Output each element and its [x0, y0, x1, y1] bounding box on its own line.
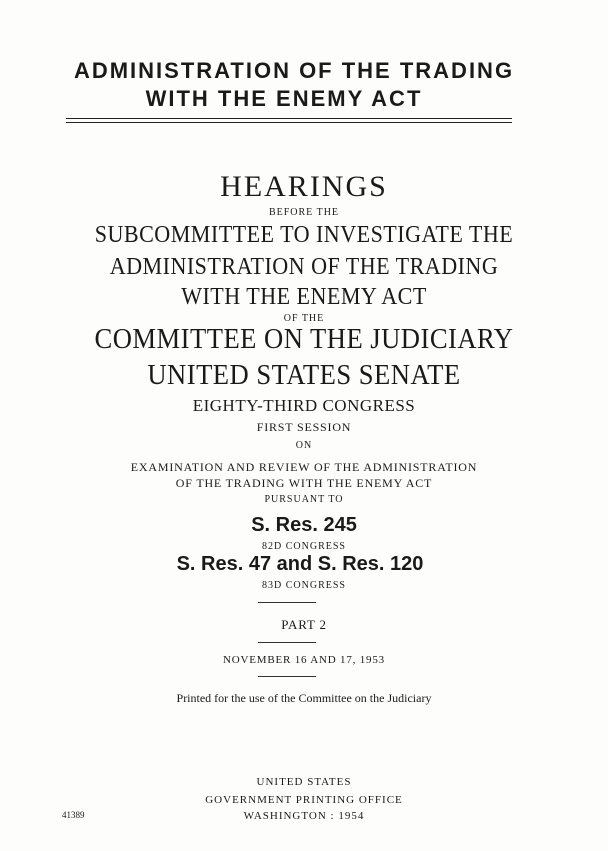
part-label: PART 2	[281, 617, 327, 632]
subcommittee-line-1: SUBCOMMITTEE TO INVESTIGATE THE	[94, 222, 514, 248]
resolution-47-120-congress: 83D CONGRESS	[262, 580, 346, 591]
job-number: 41389	[62, 810, 85, 820]
subcommittee-line-2: ADMINISTRATION OF THE TRADING	[109, 254, 499, 280]
senate-name: UNITED STATES SENATE	[147, 360, 461, 391]
pursuant-to-label: PURSUANT TO	[264, 494, 344, 505]
congress-label: EIGHTY-THIRD CONGRESS	[192, 396, 416, 415]
dates-rule	[258, 676, 316, 677]
session-label: FIRST SESSION	[256, 420, 352, 434]
title-rule-bottom	[66, 122, 512, 123]
part-rule-bottom	[258, 642, 316, 643]
imprint-line-2: GOVERNMENT PRINTING OFFICE	[205, 794, 403, 806]
of-the-label: OF THE	[283, 313, 325, 324]
title-rule-top	[66, 118, 512, 119]
hearing-dates: NOVEMBER 16 AND 17, 1953	[223, 654, 385, 666]
before-the-label: BEFORE THE	[268, 207, 340, 218]
hearings-heading: HEARINGS	[220, 170, 388, 203]
resolution-245-congress: 82D CONGRESS	[262, 541, 346, 552]
subject-line-1: EXAMINATION AND REVIEW OF THE ADMINISTRATION	[130, 460, 478, 474]
resolution-47-120: S. Res. 47 and S. Res. 120	[176, 553, 424, 575]
title-line-1: ADMINISTRATION OF THE TRADING	[73, 58, 515, 83]
part-rule-top	[258, 602, 316, 603]
committee-name: COMMITTEE ON THE JUDICIARY	[94, 324, 514, 355]
imprint-line-1: UNITED STATES	[256, 776, 352, 788]
subcommittee-line-3: WITH THE ENEMY ACT	[181, 284, 427, 310]
imprint-line-3: WASHINGTON : 1954	[243, 810, 365, 822]
printed-for-note: Printed for the use of the Committee on the Judiciary	[176, 691, 432, 705]
title-line-2: WITH THE ENEMY ACT	[145, 86, 423, 111]
resolution-245: S. Res. 245	[251, 514, 357, 536]
on-label: ON	[295, 440, 313, 451]
subject-line-2: OF THE TRADING WITH THE ENEMY ACT	[175, 476, 433, 490]
